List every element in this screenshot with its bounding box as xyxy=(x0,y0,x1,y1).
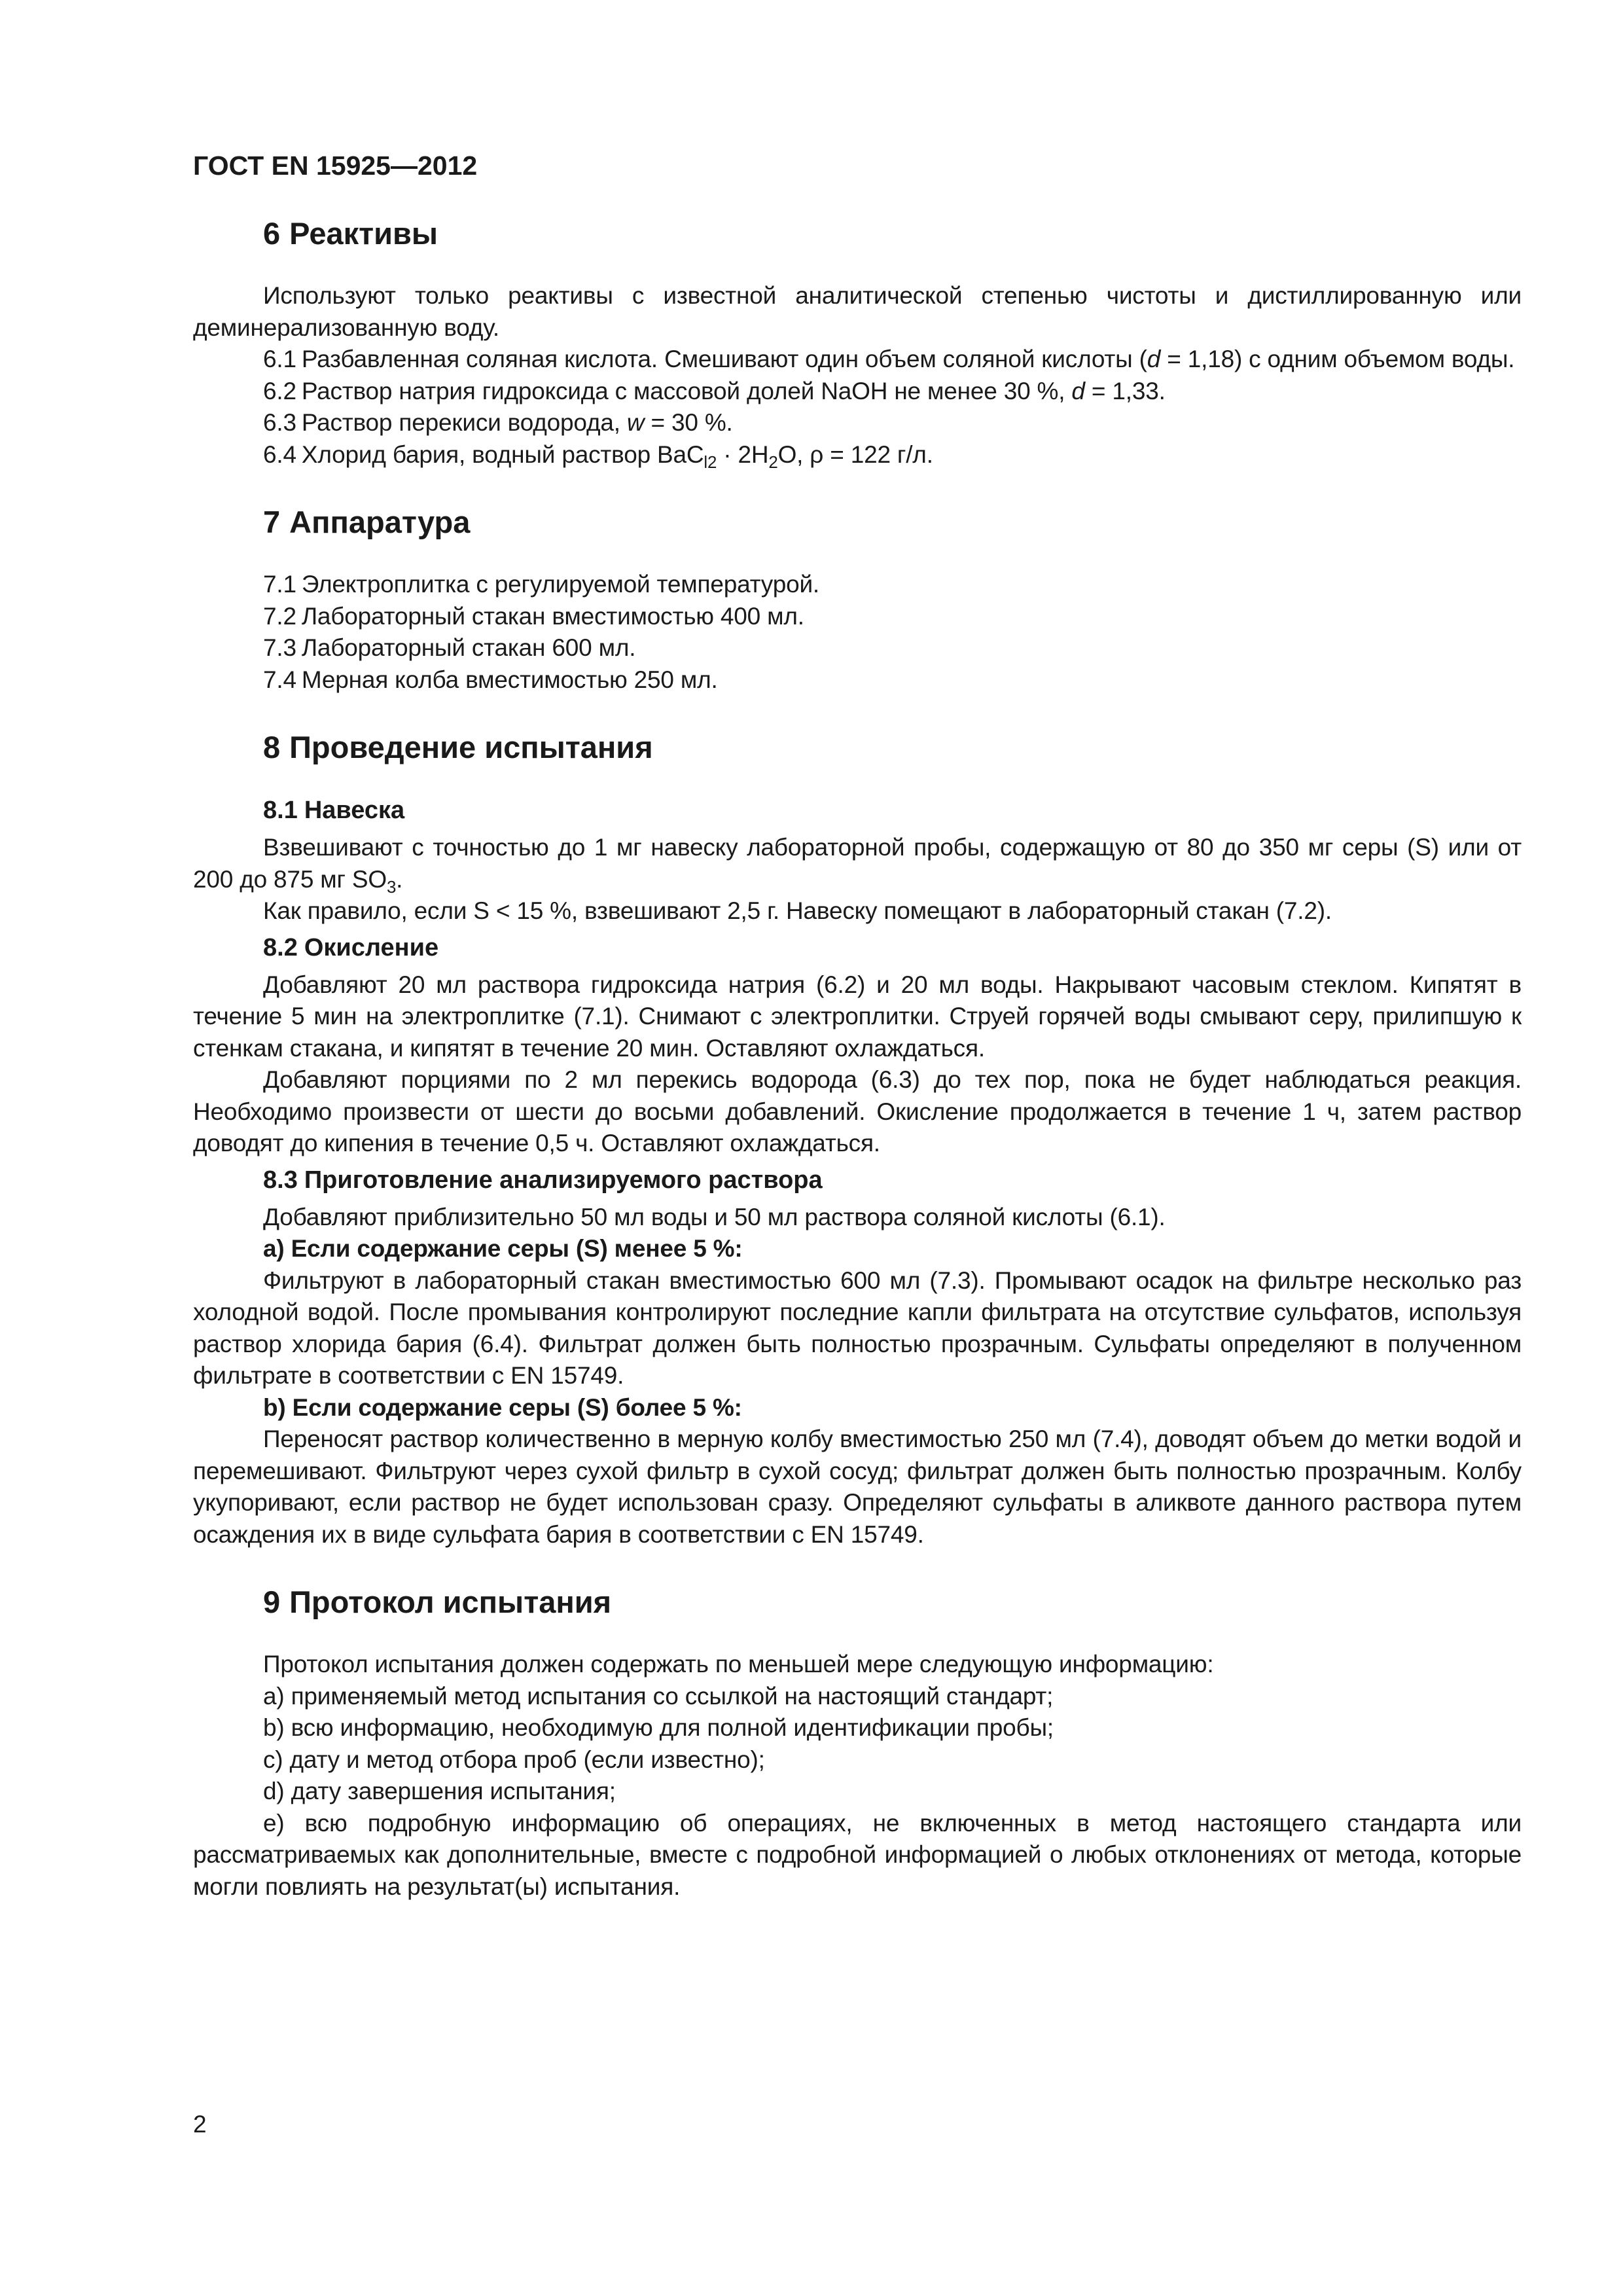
section-number: 6 xyxy=(263,216,281,251)
section-title: Протокол испытания xyxy=(289,1585,612,1619)
section-title: Аппаратура xyxy=(289,505,471,539)
item-text: Мерная колба вместимостью 250 мл. xyxy=(301,666,718,693)
item-text: Разбавленная соляная кислота. Смешивают один объем соляной кислоты ( xyxy=(301,346,1147,372)
item-number: 7.1 xyxy=(263,571,296,598)
item-text: = 30 %. xyxy=(644,409,733,436)
document-id: ГОСТ EN 15925—2012 xyxy=(193,151,478,181)
subscript: l2 xyxy=(704,453,717,472)
item-number: 6.2 xyxy=(263,377,296,404)
item-text: Хлорид бария, водный раствор BaC xyxy=(301,440,704,468)
item-7-4 xyxy=(193,664,1522,696)
section-number: 8 xyxy=(263,730,281,764)
list-item-c: c) дату и метод отбора проб (если известно); xyxy=(263,1746,765,1773)
paragraph: Как правило, если S < 15 %, взвешивают 2,5 г. Навеску помещают в лабораторный стакан (7.2). xyxy=(263,897,1332,924)
paragraph: Переносят раствор количественно в мерную колбу вместимостью 250 мл (7.4), доводят объем до метки водой и перемешивают. Фильтруют через сухой фильтр в сухой сосуд; фильтрат должен быть полностью прозрачным. Колбу укупоривают, если раствор не будет использован сразу. Определяют сульфаты в аликвоте данного раствора путем осаждения их в виде сульфата бария в соответствии с EN 15749. xyxy=(193,1426,1522,1548)
subsection-number: 8.2 xyxy=(263,933,298,961)
item-text: · 2H xyxy=(717,440,769,468)
item-text: Лабораторный стакан вместимостью 400 мл. xyxy=(301,602,804,630)
item-7-1 xyxy=(193,569,1522,601)
section-6-intro: Используют только реактивы с известной аналитической степенью чистоты и дистиллированную или деминерализованную воду. xyxy=(193,282,1522,341)
item-text: = 1,33. xyxy=(1084,377,1166,404)
item-text: Электроплитка с регулируемой температурой. xyxy=(301,571,819,598)
subsection-number: 8.3 xyxy=(263,1166,298,1194)
item-text: Раствор натрия гидроксида с массовой долей NaOH не менее 30 %, xyxy=(301,377,1072,404)
subsection-8-2-heading xyxy=(263,931,1522,964)
section-6-heading xyxy=(263,215,1522,253)
paragraph: Фильтруют в лабораторный стакан вместимостью 600 мл (7.3). Промывают осадок на фильтре несколько раз холодной водой. После промывания контролируют последние капли фильтрата на отсутствие сульфатов, используя раствор хлорида бария (6.4). Фильтрат должен быть полностью прозрачным. Сульфаты определяют в полученном фильтрате в соответствии с EN 15749. xyxy=(193,1266,1522,1389)
item-6-1 xyxy=(193,344,1522,376)
paragraph: Добавляют 20 мл раствора гидроксида натрия (6.2) и 20 мл воды. Накрывают часовым стеклом. Кипятят в течение 5 мин на электроплитке (7.1). Снимают с электроплитки. Струей горячей воды смывают серу, прилипшую к стенкам стакана, и кипятят в течение 20 мин. Оставляют охлаждаться. xyxy=(193,971,1522,1062)
section-number: 9 xyxy=(263,1585,281,1619)
item-number: 7.3 xyxy=(263,634,296,661)
section-9-heading xyxy=(263,1583,1522,1621)
item-text: = 1,18) с одним объемом воды. xyxy=(1160,346,1515,372)
item-number: 6.4 xyxy=(263,440,296,468)
subsection-title: Окисление xyxy=(304,933,439,961)
item-6-4 xyxy=(193,439,1522,471)
item-text: Лабораторный стакан 600 мл. xyxy=(301,634,636,661)
item-number: 7.2 xyxy=(263,602,296,630)
list-item-b: b) всю информацию, необходимую для полной идентификации пробы; xyxy=(263,1714,1054,1741)
item-text: O, ρ = 122 г/л. xyxy=(777,440,933,468)
subsection-title: Приготовление анализируемого раствора xyxy=(304,1166,823,1194)
paragraph-text: Взвешивают с точностью до 1 мг навеску лабораторной пробы, содержащую от 80 до 350 мг серы (S) или от 200 до 875 мг SO xyxy=(193,834,1522,893)
section-title: Проведение испытания xyxy=(289,730,653,764)
variable: d xyxy=(1071,377,1085,404)
document-page xyxy=(193,149,1522,1903)
item-7-3 xyxy=(193,632,1522,664)
subscript: 2 xyxy=(768,453,778,472)
item-6-2 xyxy=(193,376,1522,408)
section-title: Реактивы xyxy=(289,216,438,251)
item-number: 7.4 xyxy=(263,666,296,693)
subscript: 3 xyxy=(386,878,397,897)
page-number: 2 xyxy=(193,2111,207,2138)
item-number: 6.3 xyxy=(263,409,296,436)
item-6-3 xyxy=(193,407,1522,439)
section-9-intro: Протокол испытания должен содержать по меньшей мере следующую информацию: xyxy=(263,1651,1214,1677)
list-item-a: a) применяемый метод испытания со ссылкой на настоящий стандарт; xyxy=(263,1682,1054,1710)
subsection-8-1-heading xyxy=(263,794,1522,827)
item-7-2 xyxy=(193,601,1522,633)
case-b-heading: b) Если содержание серы (S) более 5 %: xyxy=(263,1393,742,1421)
subsection-number: 8.1 xyxy=(263,797,298,824)
subsection-8-3-heading xyxy=(263,1164,1522,1196)
list-item-d: d) дату завершения испытания; xyxy=(263,1778,616,1804)
list-item-e: e) всю подробную информацию об операциях, не включенных в метод настоящего стандарта или рассматриваемых как дополнительные, вместе с подробной информацией о любых отклонениях от метода, которые могли повлиять на результат(ы) испытания. xyxy=(193,1809,1522,1900)
case-a-heading: a) Если содержание серы (S) менее 5 %: xyxy=(263,1235,743,1262)
variable: d xyxy=(1147,346,1161,372)
paragraph: Добавляют порциями по 2 мл перекись водорода (6.3) до тех пор, пока не будет наблюдаться реакция. Необходимо произвести от шести до восьми добавлений. Окисление продолжается в течение 1 ч, затем раствор доводят до кипения в течение 0,5 ч. Оставляют охлаждаться. xyxy=(193,1066,1522,1157)
variable: w xyxy=(626,409,645,436)
subsection-title: Навеска xyxy=(304,797,405,824)
paragraph-text: . xyxy=(396,865,403,893)
section-7-heading xyxy=(263,503,1522,541)
item-text: Раствор перекиси водорода, xyxy=(301,409,627,436)
paragraph: Добавляют приблизительно 50 мл воды и 50 мл раствора соляной кислоты (6.1). xyxy=(263,1203,1166,1230)
item-number: 6.1 xyxy=(263,346,296,372)
section-8-heading xyxy=(263,728,1522,766)
paragraph xyxy=(193,832,1522,895)
section-number: 7 xyxy=(263,505,281,539)
